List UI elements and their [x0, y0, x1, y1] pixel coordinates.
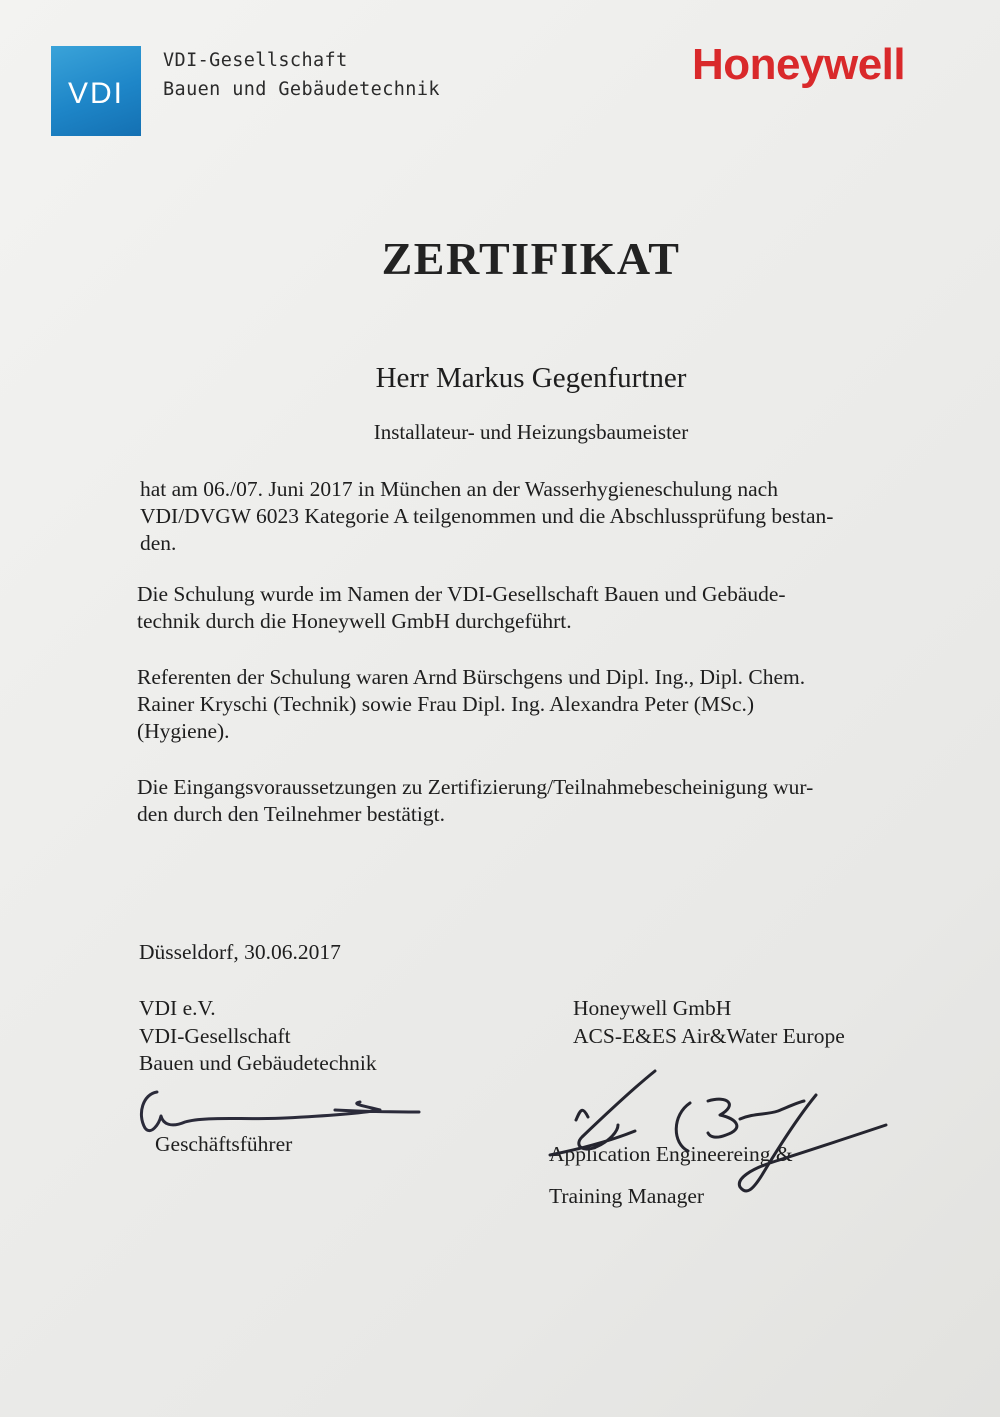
- honeywell-logo: Honeywell: [692, 40, 906, 89]
- role-line: Training Manager: [549, 1184, 705, 1208]
- vdi-logo-text: VDI: [67, 77, 124, 110]
- paragraph-line: Referenten der Schulung waren Arnd Bürschgens und Dipl. Ing., Dipl. Chem.: [137, 665, 806, 689]
- certificate-title: ZERTIFIKAT: [381, 233, 681, 284]
- signatory-line: VDI e.V.: [139, 996, 216, 1020]
- paragraph-line: technik durch die Honeywell GmbH durchgeführt.: [137, 609, 572, 633]
- vdi-logo: [51, 46, 141, 136]
- recipient-name: Herr Markus Gegenfurtner: [375, 362, 687, 394]
- paragraph-line: den durch den Teilnehmer bestätigt.: [137, 802, 445, 826]
- vdi-signatory-role: Geschäftsführer: [155, 1132, 293, 1156]
- vdi-organization-name: [163, 46, 440, 104]
- paragraph-line: hat am 06./07. Juni 2017 in München an der Wasserhygieneschulung nach: [140, 477, 778, 501]
- signatory-line: Bauen und Gebäudetechnik: [139, 1051, 377, 1075]
- paragraph-line: (Hygiene).: [137, 719, 230, 743]
- vdi-org-line: VDI-Gesellschaft: [163, 50, 348, 71]
- paragraph-participation: [140, 476, 833, 557]
- paragraph-organizer: [137, 581, 786, 635]
- signatory-line: ACS-E&ES Air&Water Europe: [573, 1023, 845, 1048]
- recipient-profession: Installateur- und Heizungsbaumeister: [373, 420, 689, 444]
- role-line: Application Engineereing &: [549, 1142, 793, 1166]
- honeywell-signatory-role: [549, 1133, 793, 1217]
- vdi-handwritten-signature: [135, 1080, 435, 1140]
- signatory-line: Honeywell GmbH: [573, 996, 732, 1020]
- vdi-org-line: Bauen und Gebäudetechnik: [163, 79, 440, 100]
- paragraph-line: Rainer Kryschi (Technik) sowie Frau Dipl. Ing. Alexandra Peter (MSc.): [137, 692, 755, 716]
- paragraph-line: VDI/DVGW 6023 Kategorie A teilgenommen und die Abschlussprüfung bestan-: [140, 504, 834, 528]
- paragraph-line: Die Schulung wurde im Namen der VDI-Gesellschaft Bauen und Gebäude-: [137, 582, 786, 606]
- place-and-date: Düsseldorf, 30.06.2017: [139, 940, 341, 964]
- paragraph-speakers: [137, 664, 805, 745]
- vdi-signatory-block: [139, 995, 377, 1078]
- paragraph-line: den.: [140, 531, 177, 555]
- honeywell-signatory-block: [573, 995, 845, 1050]
- signatory-line: VDI-Gesellschaft: [139, 1023, 291, 1048]
- paragraph-line: Die Eingangsvoraussetzungen zu Zertifizierung/Teilnahmebescheinigung wur-: [137, 775, 814, 799]
- paragraph-prerequisites: [137, 774, 813, 828]
